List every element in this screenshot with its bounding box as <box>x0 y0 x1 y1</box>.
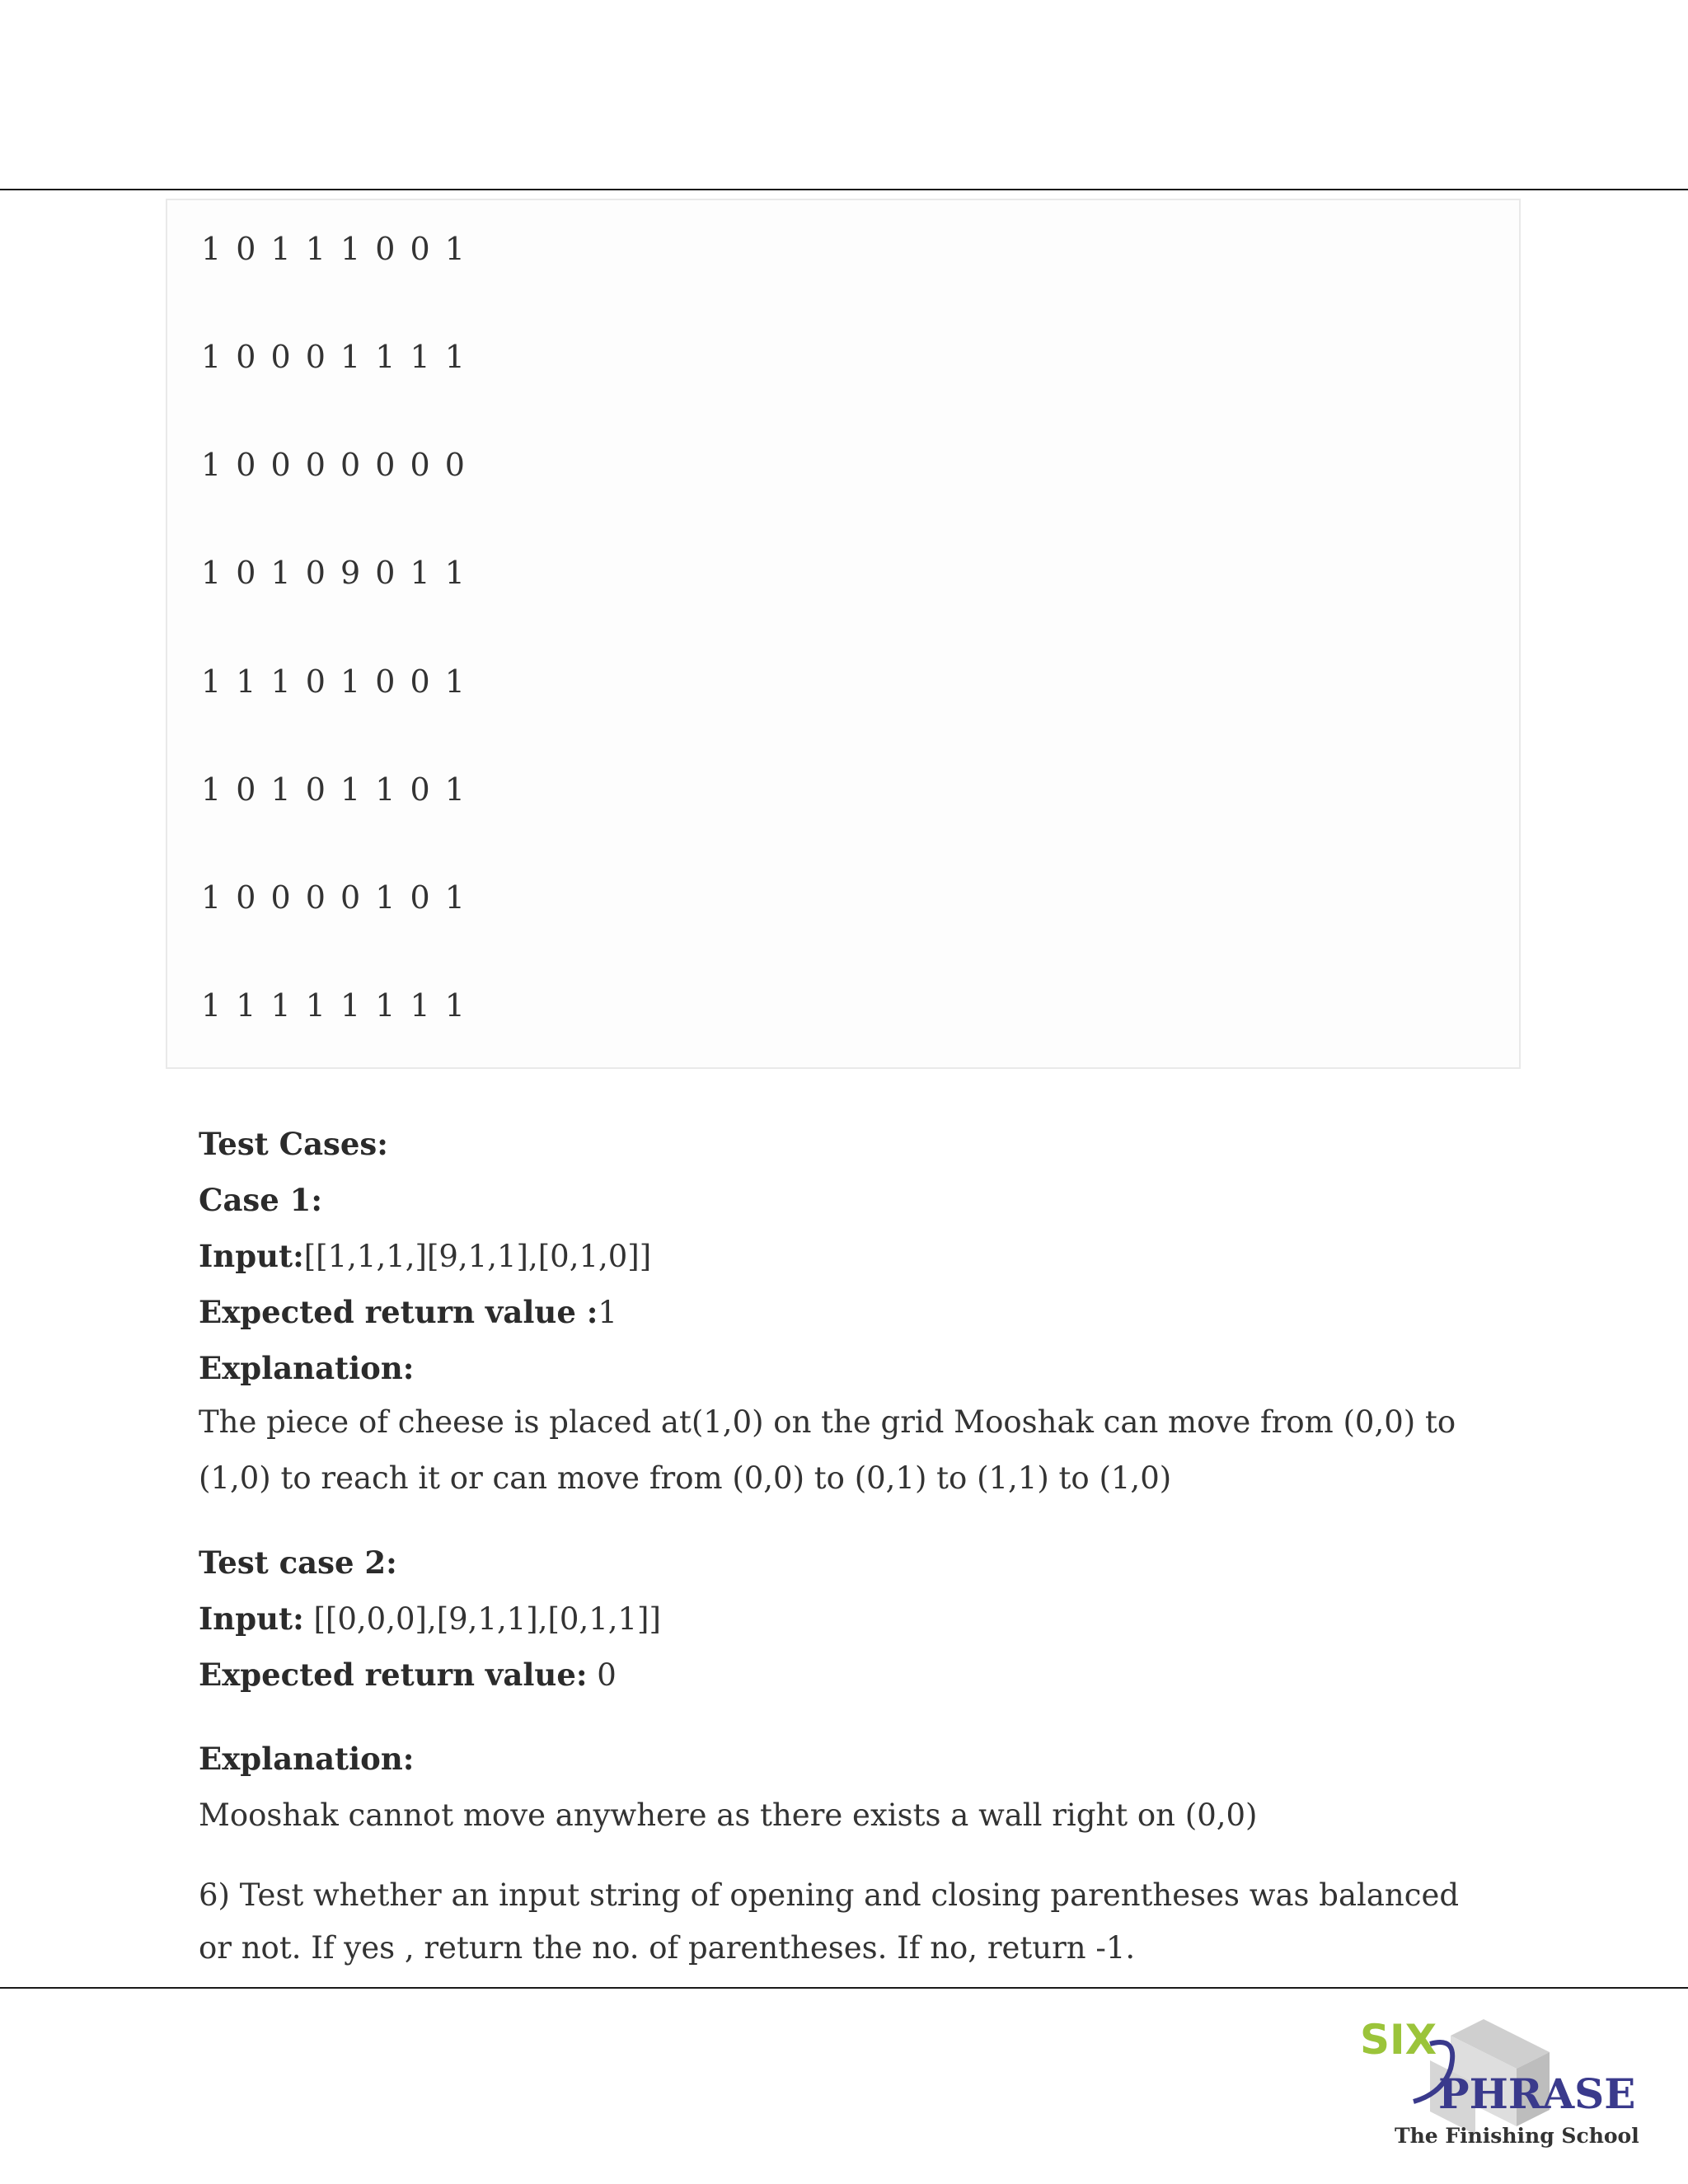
case1-expected <box>199 1294 617 1330</box>
matrix-row: 1 0 1 0 9 0 1 1 <box>201 555 467 591</box>
explanation-label: Explanation: <box>199 1350 415 1386</box>
case1-heading <box>199 1182 323 1218</box>
footer-rule <box>0 1987 1688 1989</box>
input-label: Input: <box>199 1601 304 1637</box>
input-label: Input: <box>199 1238 304 1274</box>
case1-explanation-label <box>199 1350 415 1386</box>
expected-label: Expected return value: <box>199 1657 588 1693</box>
case2-heading <box>199 1544 397 1581</box>
matrix-row: 1 0 0 0 0 1 0 1 <box>201 879 467 916</box>
matrix-row: 1 1 1 0 1 0 0 1 <box>201 663 467 700</box>
logo-six: SIX <box>1360 2016 1437 2064</box>
expected-value: 0 <box>587 1657 617 1693</box>
case1-explanation-text: The piece of cheese is placed at(1,0) on the grid Mooshak can move from (0,0) to (1,0) to reach it or can move from (0,0) to (0,1) to (1,1) to (1,0) <box>199 1404 1456 1496</box>
sixphrase-logo-graphic <box>1352 2011 1665 2159</box>
test-cases-heading <box>199 1126 388 1162</box>
case1-input <box>199 1238 652 1274</box>
explanation-label: Explanation: <box>199 1741 415 1777</box>
logo-tagline: The Finishing School <box>1395 2124 1639 2148</box>
case2-expected <box>199 1657 617 1693</box>
logo-phrase: PHRASE <box>1438 2069 1636 2118</box>
matrix-row: 1 0 0 0 0 0 0 0 <box>201 447 467 483</box>
input-value: [[1,1,1,][9,1,1],[0,1,0]] <box>303 1239 652 1274</box>
expected-value: 1 <box>598 1295 617 1330</box>
expected-label: Expected return value : <box>199 1294 598 1330</box>
matrix-code-block <box>166 199 1521 1069</box>
header-rule <box>0 189 1688 190</box>
matrix-row: 1 1 1 1 1 1 1 1 <box>201 987 467 1024</box>
matrix-row: 1 0 1 0 1 1 0 1 <box>201 771 467 808</box>
input-value: [[0,0,0],[9,1,1],[0,1,1]] <box>303 1601 661 1637</box>
question-6: 6) Test whether an input string of opening and closing parentheses was balanced or not. If yes , return the no. of parentheses. If no, return -1. <box>199 1877 1460 1966</box>
heading-text: Test case 2: <box>199 1544 397 1581</box>
heading-text: Test Cases: <box>199 1126 388 1162</box>
sixphrase-logo <box>1352 2011 1665 2159</box>
case2-explanation-text: Mooshak cannot move anywhere as there exists a wall right on (0,0) <box>199 1797 1258 1833</box>
case2-input <box>199 1601 661 1637</box>
matrix-row: 1 0 0 0 1 1 1 1 <box>201 339 467 375</box>
case2-explanation-label <box>199 1741 415 1777</box>
matrix-row: 1 0 1 1 1 0 0 1 <box>201 231 467 267</box>
heading-text: Case 1: <box>199 1182 323 1218</box>
